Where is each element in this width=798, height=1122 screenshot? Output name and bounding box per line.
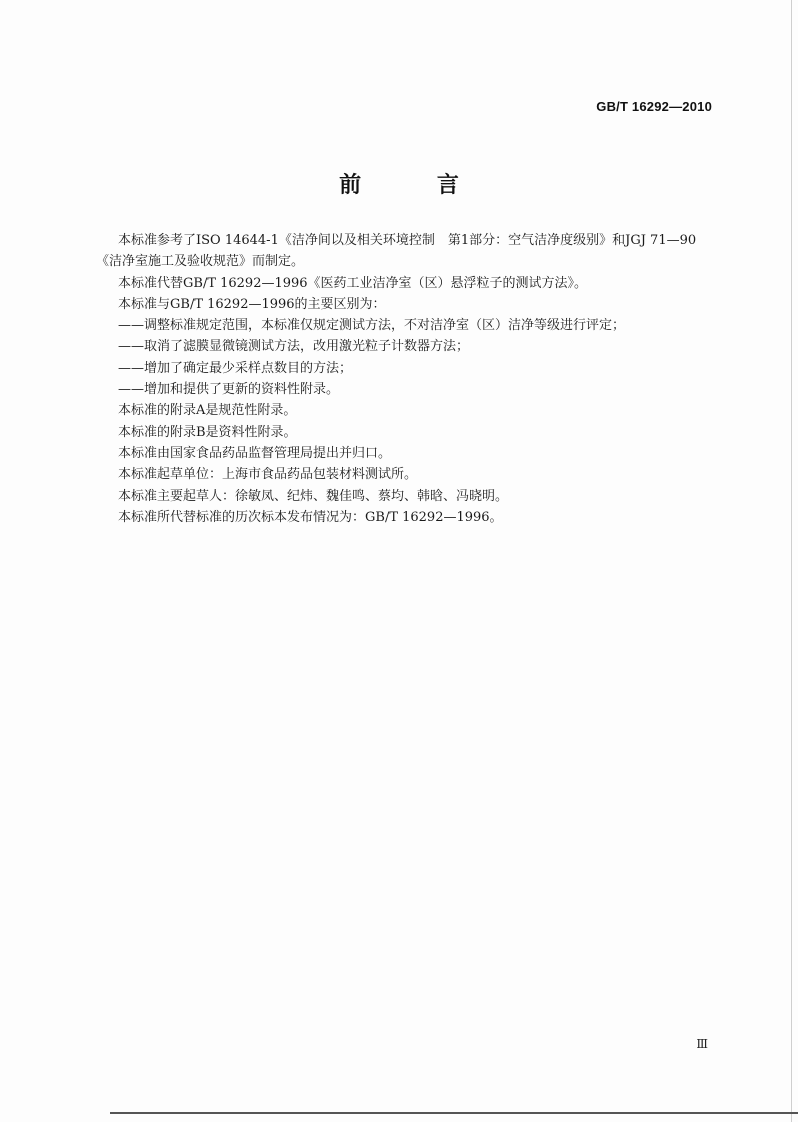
paragraph-drafting-unit: 本标准起草单位：上海市食品药品包装材料测试所。	[118, 467, 418, 483]
bottom-rule	[110, 1112, 798, 1114]
paragraph-replaces: 本标准代替GB/T 16292—1996《医药工业洁净室（区）悬浮粒子的测试方法》。	[118, 275, 588, 291]
page-title: 前 言	[339, 173, 493, 198]
preface-body	[96, 230, 718, 528]
paragraph-history: 本标准所代替标准的历次标本发布情况为：GB/T 16292—1996。	[118, 509, 503, 525]
list-item-difference-4: ——增加和提供了更新的资料性附录。	[118, 382, 340, 398]
standard-code: GB/T 16292—2010	[596, 99, 712, 114]
paragraph-reference: 本标准参考了ISO 14644-1《洁净间以及相关环境控制 第1部分：空气洁净度级别》和JGJ 71—90	[118, 233, 697, 248]
list-item-difference-2: ——取消了滤膜显微镜测试方法，改用激光粒子计数器方法；	[118, 339, 470, 355]
paragraph-differences-intro: 本标准与GB/T 16292—1996的主要区别为：	[118, 296, 386, 312]
list-item-difference-1: ——调整标准规定范围，本标准仅规定测试方法，不对洁净室（区）洁净等级进行评定；	[118, 318, 626, 334]
list-item-difference-3: ——增加了确定最少采样点数目的方法；	[118, 360, 353, 376]
page-number: Ⅲ	[696, 1037, 708, 1051]
paragraph-proposer: 本标准由国家食品药品监督管理局提出并归口。	[118, 445, 392, 461]
paragraph-appendix-b: 本标准的附录B是资料性附录。	[118, 424, 297, 440]
paragraph-reference-continued: 《洁净室施工及验收规范》而制定。	[96, 254, 305, 270]
paragraph-drafters: 本标准主要起草人：徐敏凤、纪炜、魏佳鸣、蔡均、韩晗、冯晓明。	[118, 488, 509, 504]
paragraph-appendix-a: 本标准的附录A是规范性附录。	[118, 403, 297, 419]
